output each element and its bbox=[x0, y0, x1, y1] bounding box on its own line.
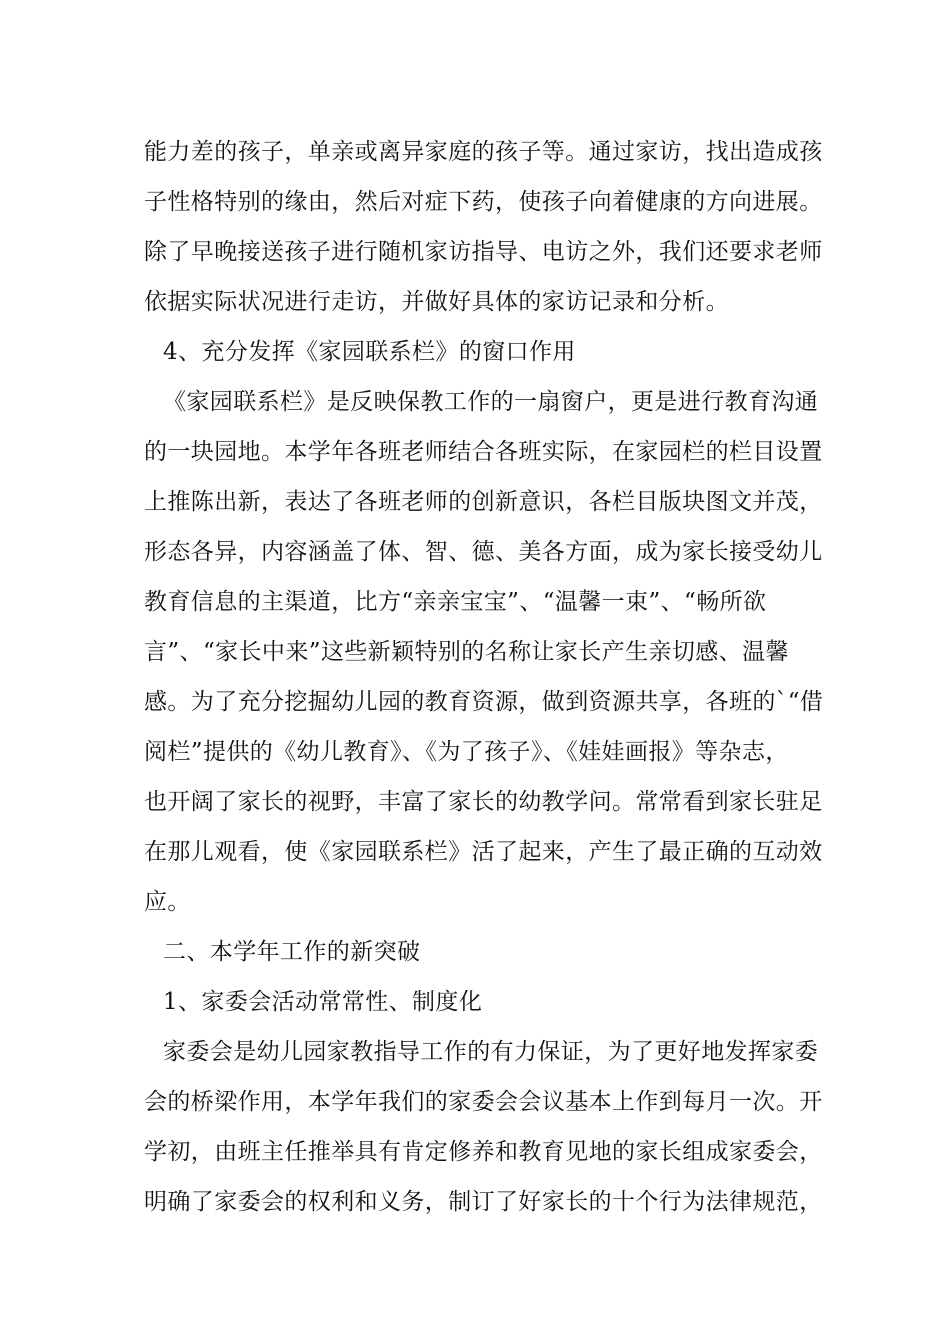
text-line: 除了早晚接送孩子进行随机家访指导、电访之外，我们还要求老师 bbox=[144, 239, 823, 265]
text-line: 也开阔了家长的视野，丰富了家长的幼教学问。常常看到家长驻足 bbox=[144, 789, 823, 815]
text-line: 子性格特别的缘由，然后对症下药，使孩子向着健康的方向进展。 bbox=[144, 189, 823, 215]
text-line: 教育信息的主渠道，比方“亲亲宝宝”、“温馨一束”、“畅所欲 bbox=[144, 589, 767, 615]
text-line: 形态各异，内容涵盖了体、智、德、美各方面，成为家长接受幼儿 bbox=[144, 539, 823, 565]
text-line: 学初，由班主任推举具有肯定修养和教育见地的家长组成家委会， bbox=[144, 1139, 823, 1165]
text-line: 在那儿观看，使《家园联系栏》活了起来，产生了最正确的互动效 bbox=[144, 839, 823, 865]
text-line: 家委会是幼儿园家教指导工作的有力保证，为了更好地发挥家委 bbox=[163, 1039, 819, 1065]
text-line: 阅栏”提供的《幼儿教育》、《为了孩子》、《娃娃画报》等杂志， bbox=[144, 739, 789, 765]
text-line: 言”、“家长中来”这些新颖特别的名称让家长产生亲切感、温馨 bbox=[144, 639, 789, 665]
subsection-heading: 1、家委会活动常常性、制度化 bbox=[163, 989, 483, 1015]
text-line: 会的桥梁作用，本学年我们的家委会会议基本上作到每月一次。开 bbox=[144, 1089, 823, 1115]
text-line: 《家园联系栏》是反映保教工作的一扇窗户，更是进行教育沟通 bbox=[163, 389, 819, 415]
text-line: 应。 bbox=[144, 889, 191, 915]
section-heading: 二、本学年工作的新突破 bbox=[163, 939, 421, 965]
text-line: 的一块园地。本学年各班老师结合各班实际，在家园栏的栏目设置 bbox=[144, 439, 823, 465]
text-line: 能力差的孩子，单亲或离异家庭的孩子等。通过家访，找出造成孩 bbox=[144, 139, 823, 165]
text-line: 感。为了充分挖掘幼儿园的教育资源，做到资源共享，各班的`“借 bbox=[144, 689, 824, 715]
text-line: 上推陈出新，表达了各班老师的创新意识，各栏目版块图文并茂， bbox=[144, 489, 823, 515]
text-line: 明确了家委会的权利和义务，制订了好家长的十个行为法律规范， bbox=[144, 1189, 823, 1215]
section-heading: 4、充分发挥《家园联系栏》的窗口作用 bbox=[163, 339, 576, 365]
text-line: 依据实际状况进行走访，并做好具体的家访记录和分析。 bbox=[144, 289, 729, 315]
